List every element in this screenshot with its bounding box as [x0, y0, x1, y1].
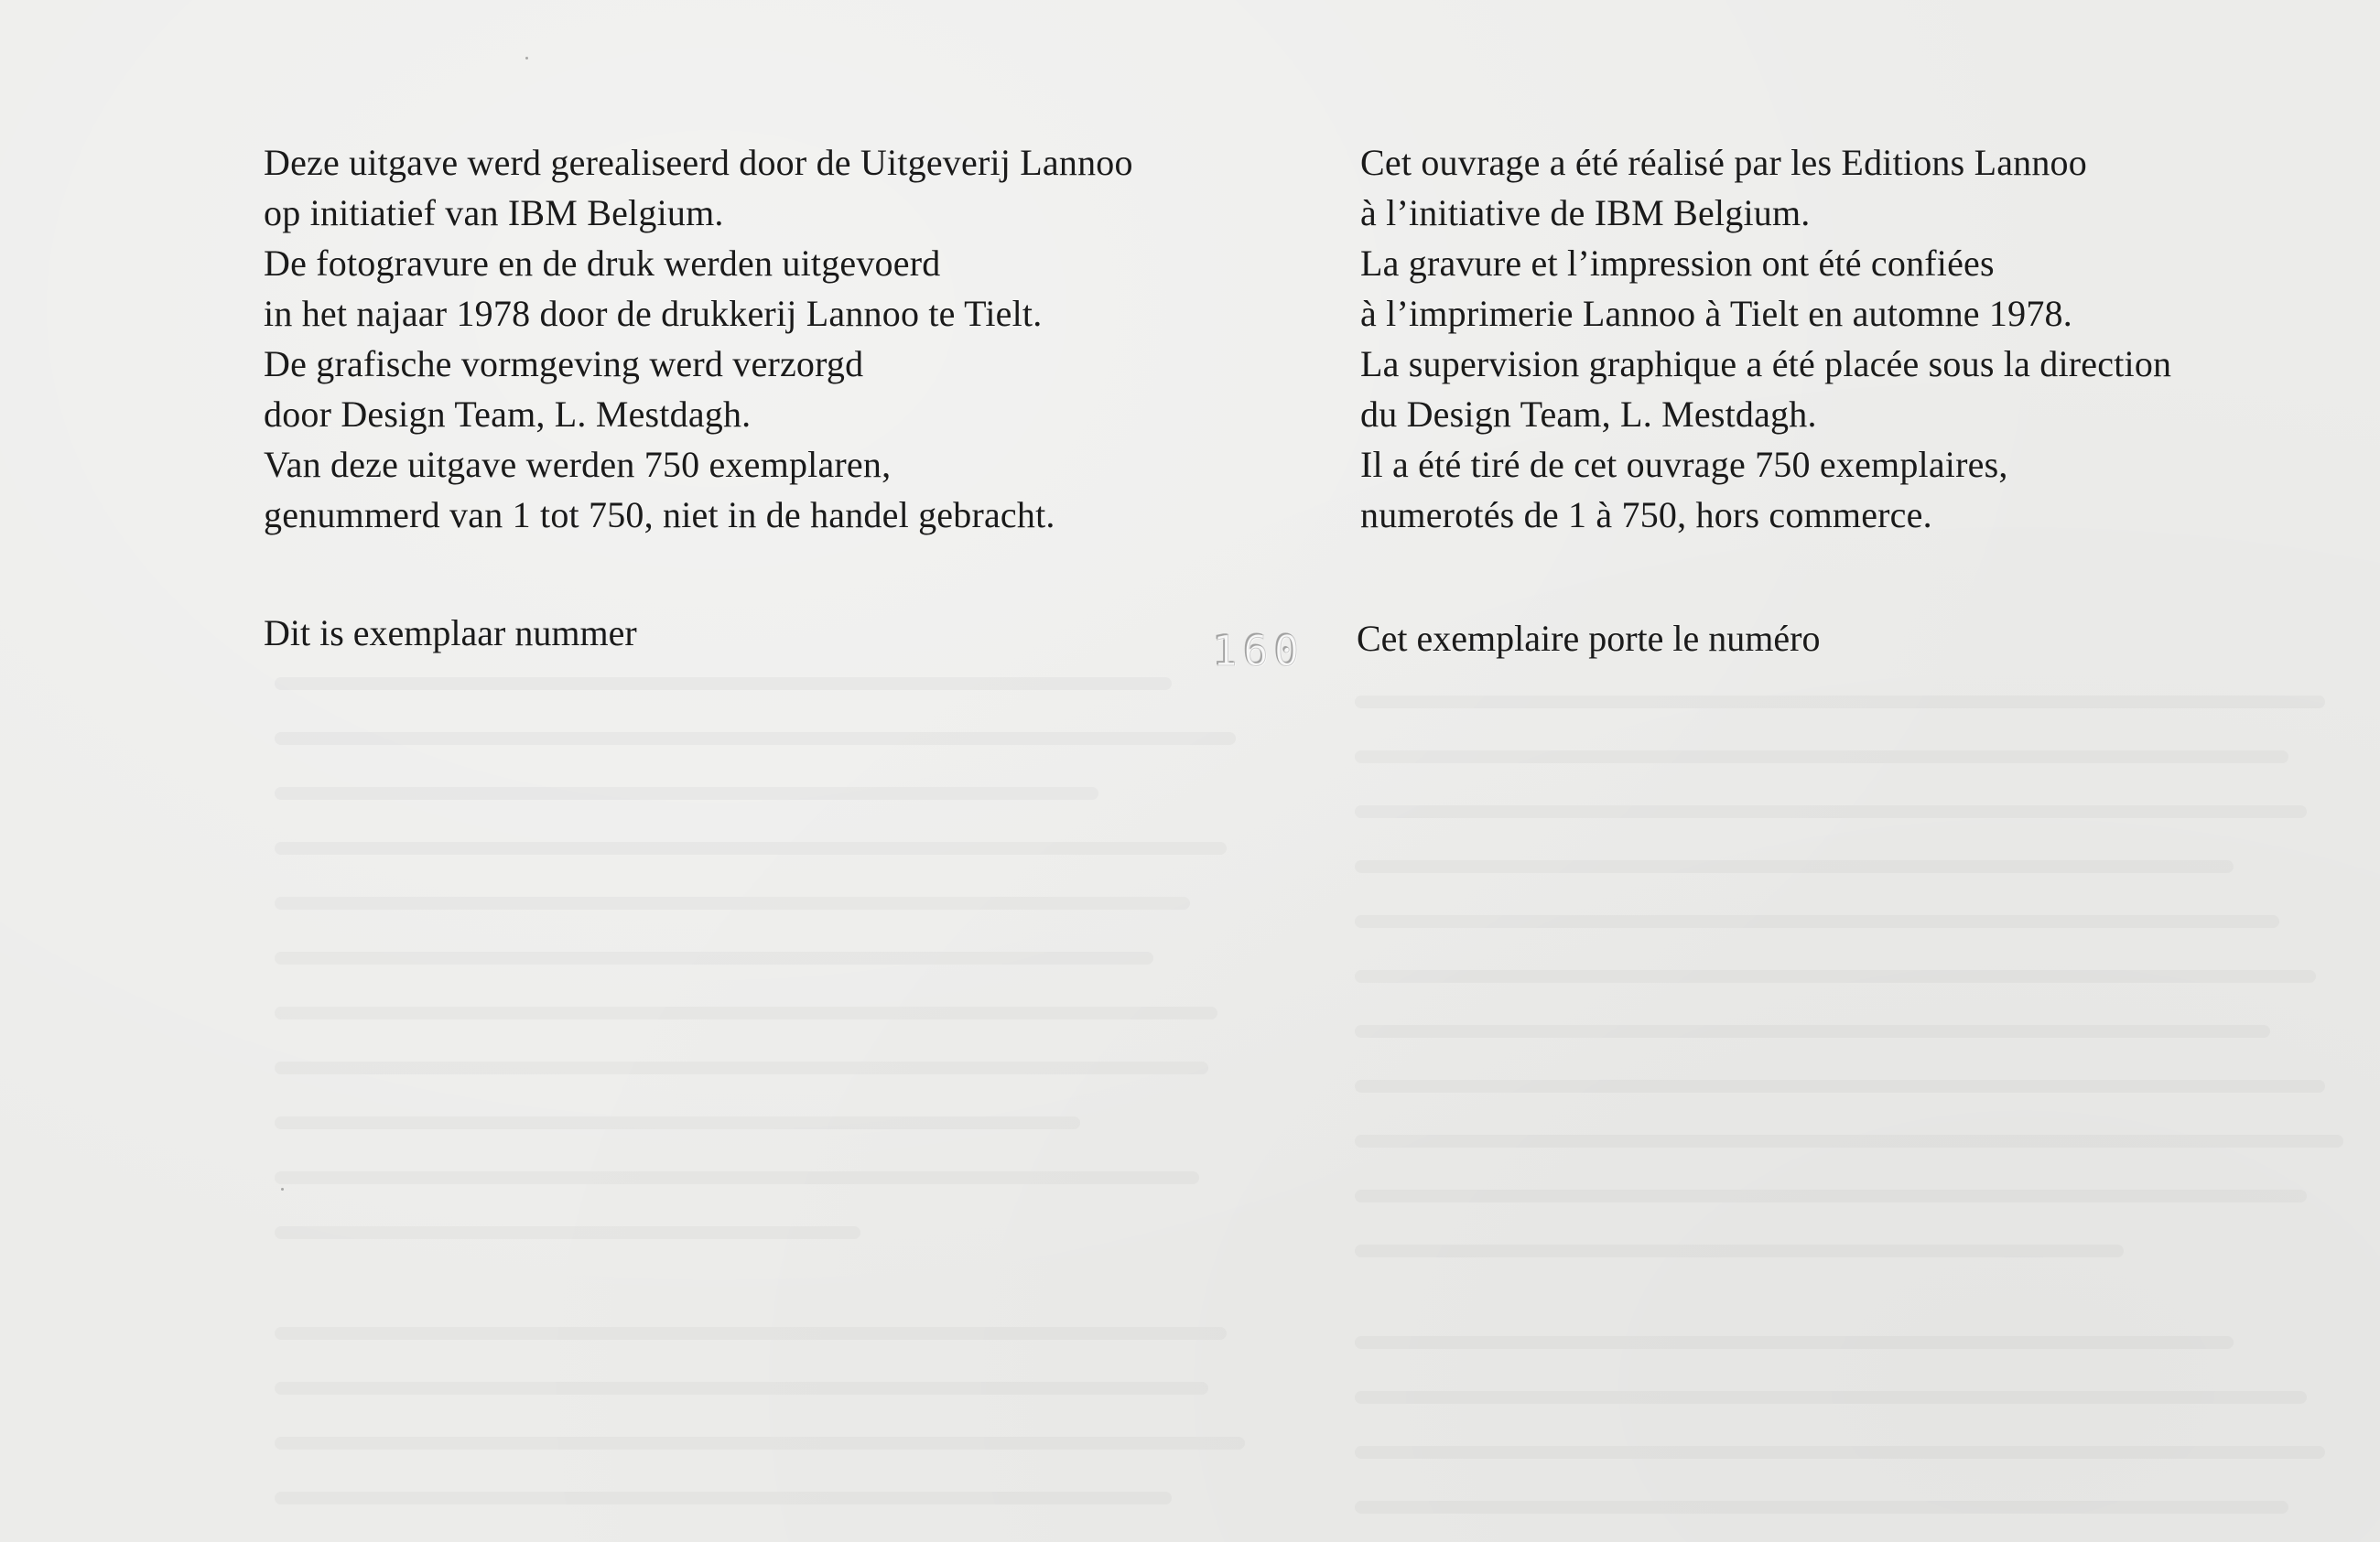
french-line: à l’initiative de IBM Belgium.: [1360, 192, 1811, 233]
dutch-line: De grafische vormgeving werd verzorgd: [264, 343, 864, 384]
bleed-through-line: [1355, 805, 2307, 818]
bleed-through-line: [1355, 1501, 2288, 1514]
dutch-line: in het najaar 1978 door de drukkerij Lannoo te Tielt.: [264, 293, 1043, 334]
french-line: La gravure et l’impression ont été confiées: [1360, 243, 1995, 284]
dutch-line: De fotogravure en de druk werden uitgevoerd: [264, 243, 941, 284]
bleed-through-line: [1355, 1080, 2325, 1093]
dutch-line: genummerd van 1 tot 750, niet in de handel gebracht.: [264, 494, 1055, 535]
bleed-through-line: [1355, 696, 2325, 708]
french-line: La supervision graphique a été placée sous la direction: [1360, 343, 2172, 384]
bleed-through-line: [1355, 1391, 2307, 1404]
bleed-through-line: [1355, 1190, 2307, 1202]
dutch-line: op initiatief van IBM Belgium.: [264, 192, 724, 233]
bleed-through-line: [1355, 915, 2279, 928]
bleed-through-line: [1355, 1025, 2270, 1038]
bleed-through-line: [275, 787, 1098, 800]
french-line: à l’imprimerie Lannoo à Tielt en automne 1978.: [1360, 293, 2072, 334]
bleed-through-line: [275, 897, 1190, 910]
bleed-through-line: [1355, 1135, 2343, 1148]
bleed-through-line: [275, 952, 1153, 965]
paper-speck: [281, 1188, 284, 1191]
bleed-through-line: [1355, 1446, 2325, 1459]
bleed-through-line: [1355, 1336, 2234, 1349]
bleed-through-line: [275, 677, 1172, 690]
french-line: du Design Team, L. Mestdagh.: [1360, 394, 1817, 435]
bleed-through-line: [1355, 970, 2316, 983]
bleed-through-line: [275, 1327, 1227, 1340]
bleed-through-line: [1355, 750, 2288, 763]
bleed-through-line: [1355, 860, 2234, 873]
bleed-through-line: [275, 1171, 1199, 1184]
bleed-through-line: [275, 1226, 860, 1239]
bleed-through-line: [1355, 1245, 2124, 1257]
bleed-through-line: [275, 732, 1236, 745]
dutch-line: Deze uitgave werd gerealiseerd door de Uitgeverij Lannoo: [264, 142, 1133, 183]
bleed-through-line: [275, 1382, 1208, 1395]
dutch-number-label: Dit is exemplaar nummer: [264, 612, 637, 653]
bleed-through-line: [275, 1492, 1172, 1504]
dutch-line: Van deze uitgave werden 750 exemplaren,: [264, 444, 892, 485]
french-line: Il a été tiré de cet ouvrage 750 exemplaires,: [1360, 444, 2008, 485]
dutch-line: door Design Team, L. Mestdagh.: [264, 394, 752, 435]
dutch-colophon: [264, 137, 1133, 540]
french-colophon: [1360, 137, 2171, 540]
french-line: Cet ouvrage a été réalisé par les Editions Lannoo: [1360, 142, 2087, 183]
bleed-through-line: [275, 1437, 1245, 1450]
bleed-through-line: [275, 1007, 1217, 1019]
bleed-through-line: [275, 1116, 1080, 1129]
bleed-through-line: [275, 842, 1227, 855]
french-number-label: Cet exemplaire porte le numéro: [1357, 618, 1821, 659]
french-line: numerotés de 1 à 750, hors commerce.: [1360, 494, 1932, 535]
paper-speck: [525, 57, 528, 59]
copy-number-stamp: 160: [1212, 626, 1305, 675]
bleed-through-line: [275, 1062, 1208, 1074]
